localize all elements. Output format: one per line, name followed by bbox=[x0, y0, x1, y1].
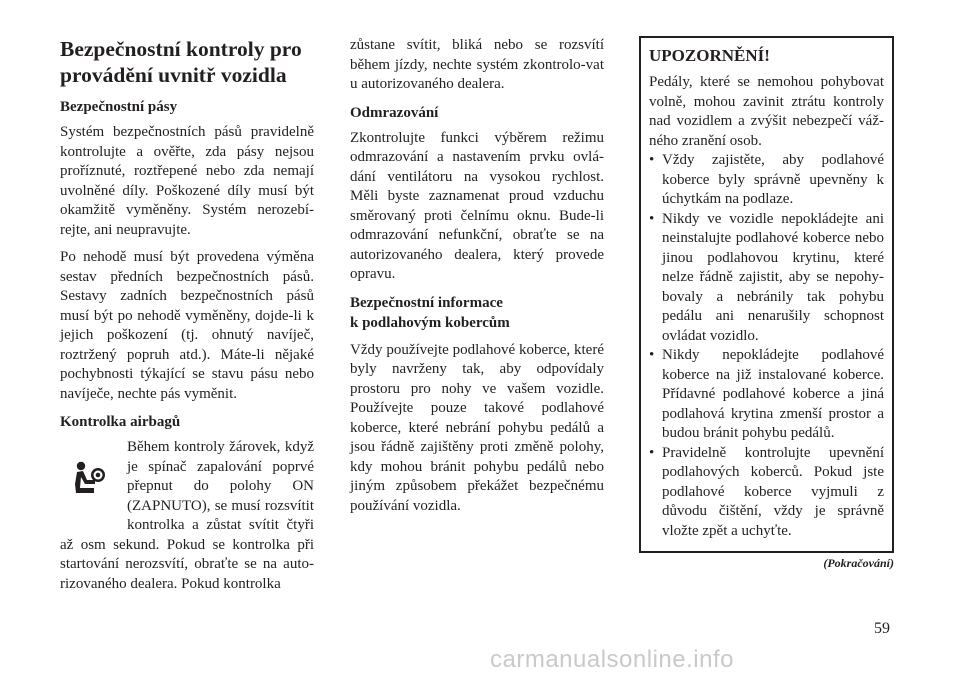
warning-bullet-list bbox=[649, 151, 884, 541]
column-left bbox=[60, 36, 314, 602]
airbag-section bbox=[60, 438, 314, 594]
section-title: Bezpečnostní kontroly pro provádění uvnitř vozidla bbox=[60, 37, 302, 87]
page-number: 59 bbox=[874, 620, 890, 637]
floormats-heading-line-2: k podlahovým kobercům bbox=[350, 314, 510, 331]
airbag-text-continued: zůstane svítit, bliká nebo se rozsvítí během jízdy, nechte systém zkontrolo-vat u autorizovaného dealera. bbox=[350, 37, 604, 92]
column-right bbox=[639, 36, 894, 553]
floormats-heading bbox=[350, 293, 604, 333]
seatbelts-paragraph-1: Systém bezpečnostních pásů pravidelně kontrolujte a ověřte, zda pásy nejsou proříznuté, roztřepené nebo zda nemají uvolněné díly. Poškozené díly musí být okamžitě vyměněny. Systém nerozebí-rejte, ani neupravujte. bbox=[60, 124, 314, 238]
warning-bullet: • Vždy zajistěte, aby podlahové koberce byly správně upevněny k úchytkám na podlaze. bbox=[649, 151, 884, 210]
airbag-warning-icon bbox=[60, 438, 120, 518]
warning-bullet: • Pravidelně kontrolujte upevnění podlahových koberců. Pokud jste podlahové koberce vyjmuli z důvodu čištění, vždy je správně vložte zpět a uchyťte. bbox=[649, 444, 884, 542]
defrost-heading: Odmrazování bbox=[350, 104, 439, 121]
defrost-text: Zkontrolujte funkci výběrem režimu odmrazování a nastavením prvku ovlá-dání ventilátoru na vysokou rychlost. Měli byste zaznamenat proud vzduchu směrovaný proti čelnímu oknu. Bude-li odmrazování nefunkční, obraťte se na autorizovaného dealera, který provede opravu. bbox=[350, 129, 604, 282]
seatbelts-paragraph-2: Po nehodě musí být provedena výměna sestav předních bezpečnostních pásů. Sestavy zadních bezpečnostních pásů musí být po nehodě vyměněny, dojde-li k jejich poškození (tj. ohnutý navíječ, roztržený popruh atd.). Máte-li nějaké pochybnosti týkající se stavu pásu nebo navíječe, nechte pás vyměnit. bbox=[60, 249, 314, 402]
watermark: carmanualsonline.info bbox=[490, 646, 734, 673]
warning-intro: Pedály, které se nemohou pohybovat volně, mohou zavinit ztrátu kontroly nad vozidlem a zvýšit nebezpečí váž-ného zranění osob. bbox=[649, 74, 884, 149]
warning-box bbox=[639, 36, 894, 553]
seatbelts-heading: Bezpečnostní pásy bbox=[60, 99, 178, 115]
floormats-text: Vždy používejte podlahové koberce, které byly navrženy tak, aby odpovídaly prostoru pro nohy ve vašem vozidle. Používejte pouze takové podlahové koberce, které nebrání pohybu pedálů a jsou řádně zajištěny proti změně polohy, kdy mohou bránit pohybu pedálů nebo jiným způsobem překážet bezpečnému používání vozidla. bbox=[350, 341, 604, 514]
continued-label: (Pokračování) bbox=[823, 556, 894, 570]
warning-bullet: • Nikdy ve vozidle nepokládejte ani neinstalujte podlahové koberce nebo jinou podlahovou krytinu, které nelze řádně zajistit, aby se nepohy-bovaly a nebránily tak pohybu pedálu ani nenarušily schopnost ovládat vozidlo. bbox=[649, 210, 884, 347]
airbag-text: Během kontroly žárovek, když je spínač zapalování poprvé přepnut do polohy ON (ZAPNUTO), se musí rozsvítit kontrolka a zůstat svítit čtyři až osm sekund. Pokud se kontrolka při startování nerozsvítí, obraťte se na auto-rizovaného dealera. Pokud kontrolka bbox=[60, 439, 314, 592]
airbag-heading: Kontrolka airbagů bbox=[60, 414, 181, 430]
floormats-heading-line-1: Bezpečnostní informace bbox=[350, 294, 503, 311]
warning-title: UPOZORNĚNÍ! bbox=[649, 46, 770, 65]
column-middle bbox=[350, 36, 604, 524]
warning-bullet: • Nikdy nepokládejte podlahové koberce na již instalované koberce. Přídavné podlahové koberce a jiná podlahová krytina zmenší prostor a budou bránit pohybu pedálů. bbox=[649, 346, 884, 444]
